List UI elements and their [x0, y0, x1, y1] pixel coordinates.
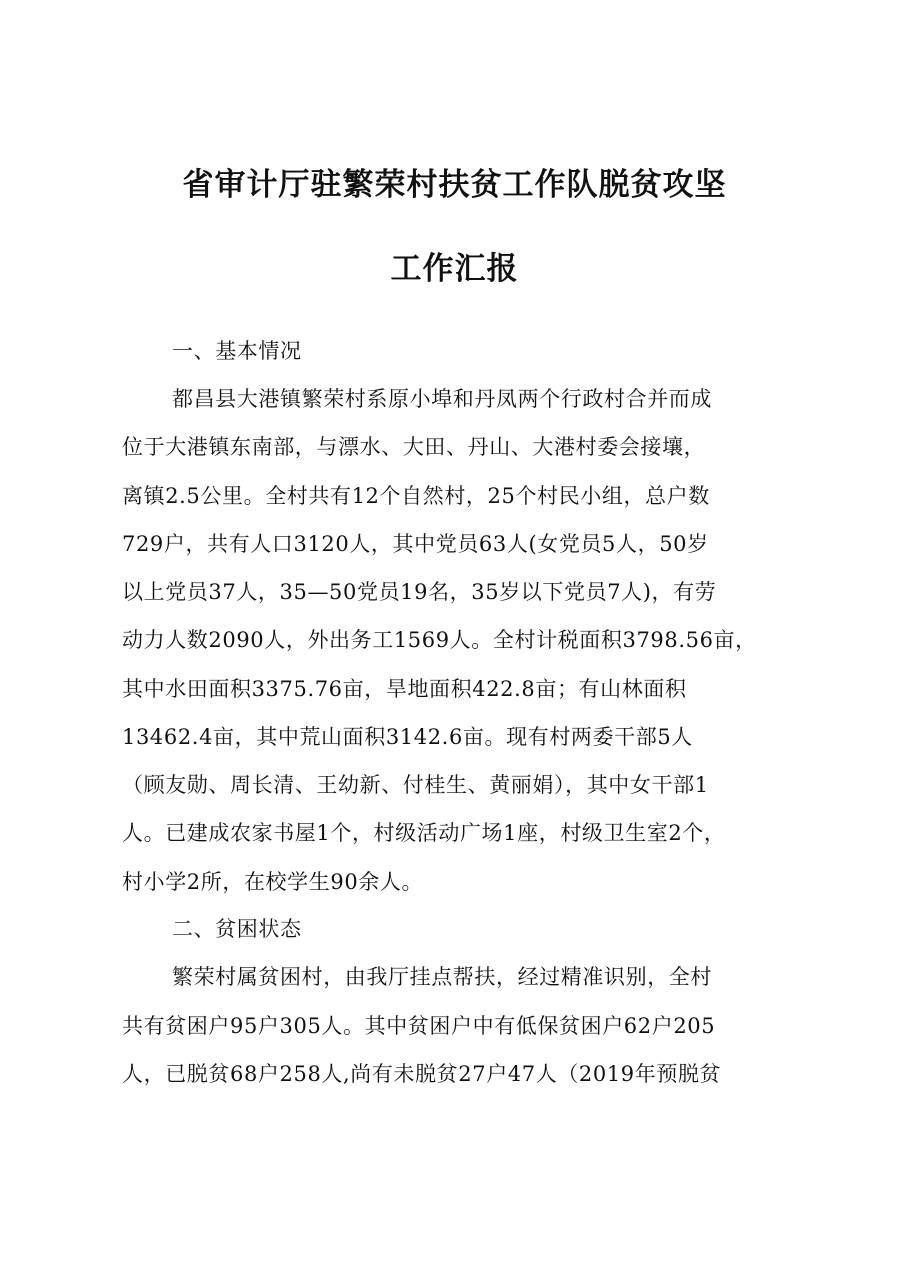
paragraph-line: 位于大港镇东南部，与漂水、大田、丹山、大港村委会接壤， — [122, 435, 706, 459]
paragraph-line: 都昌县大港镇繁荣村系原小埠和丹凤两个行政村合并而成 — [172, 387, 712, 411]
paragraph-line: 人，已脱贫68户258人,尚有未脱贫27户47人（2019年预脱贫 — [122, 1062, 722, 1086]
paragraph-line: 人。已建成农家书屋1个，村级活动广场1座，村级卫生室2个， — [122, 821, 726, 845]
document-title-line-2: 工作汇报 — [390, 251, 519, 287]
paragraph-line: （顾友勋、周长清、王幼新、付桂生、黄丽娟），其中女干部1 — [122, 773, 709, 797]
section-heading-poverty-status: 二、贫困状态 — [172, 917, 302, 941]
paragraph-line: 村小学2所，在校学生90余人。 — [122, 870, 424, 894]
section-heading-basic-situation: 一、基本情况 — [172, 339, 302, 363]
paragraph-line: 以上党员37人，35—50党员19名，35岁以下党员7人)，有劳 — [122, 580, 717, 604]
paragraph-line: 13462.4亩，其中荒山面积3142.6亩。现有村两委干部5人 — [122, 725, 693, 749]
paragraph-line: 动力人数2090人，外出务工1569人。全村计税面积3798.56亩， — [122, 628, 757, 652]
paragraph-line: 共有贫困户95户305人。其中贫困户中有低保贫困户62户205 — [122, 1014, 716, 1038]
paragraph-line: 其中水田面积3375.76亩，旱地面积422.8亩；有山林面积 — [122, 677, 687, 701]
document-title-line-1: 省审计厅驻繁荣村扶贫工作队脱贫攻坚 — [182, 167, 727, 203]
paragraph-line: 繁荣村属贫困村，由我厅挂点帮扶，经过精准识别，全村 — [172, 965, 712, 989]
paragraph-line: 729户，共有人口3120人，其中党员63人(女党员5人，50岁 — [122, 532, 709, 556]
paragraph-line: 离镇2.5公里。全村共有12个自然村，25个村民小组，总户数 — [122, 484, 710, 508]
